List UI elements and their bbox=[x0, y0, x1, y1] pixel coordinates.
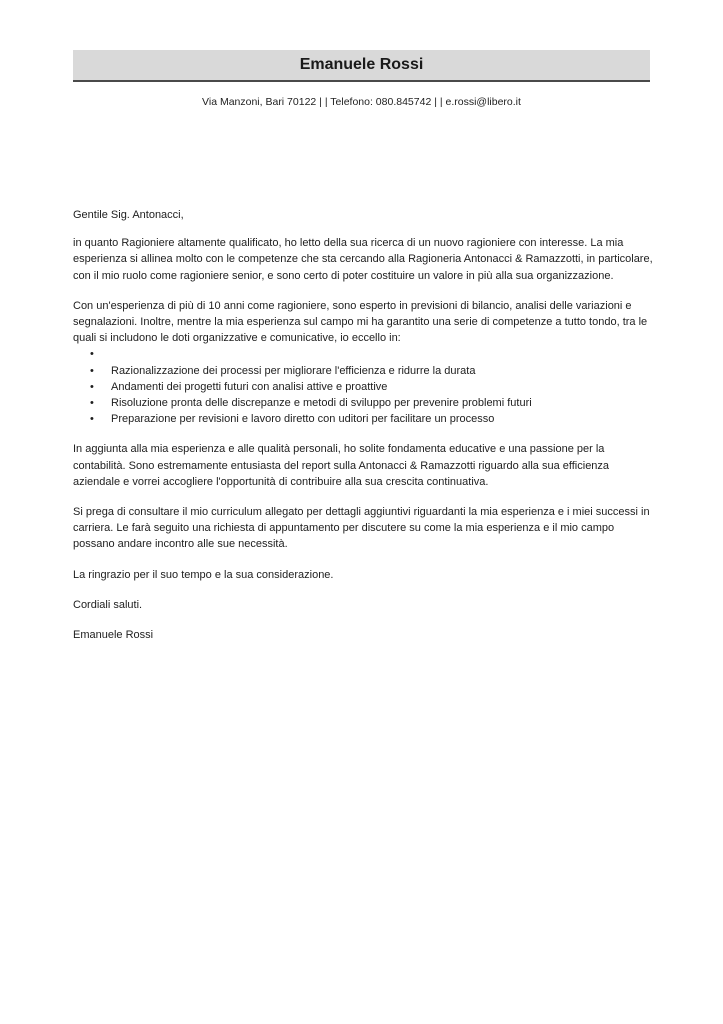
paragraph-qualities: In aggiunta alla mia esperienza e alle qualità personali, ho solite fondamenta educative e una passione per la contabilità. Sono estremamente entusiasta del report sulla Antonacci & Ramazzotti riguardo alla sua efficienza aziendale e vorrei accogliere l'opportunità di contribuire alla sua crescita continuativa. bbox=[73, 443, 610, 488]
greeting: Gentile Sig. Antonacci, bbox=[73, 209, 184, 221]
paragraph-thanks: La ringrazio per il suo tempo e la sua considerazione. bbox=[73, 568, 334, 581]
list-item-text: Preparazione per revisioni e lavoro diretto con uditori per facilitare un processo bbox=[111, 413, 495, 426]
closing: Cordiali saluti. bbox=[73, 598, 143, 611]
letter-body bbox=[73, 207, 653, 657]
list-item bbox=[73, 411, 653, 427]
list-item bbox=[73, 346, 653, 362]
bullet-icon: • bbox=[90, 397, 94, 410]
contact-info: Via Manzoni, Bari 70122 | | Telefono: 080.845742 | | e.rossi@libero.it bbox=[202, 96, 521, 108]
sender-name: Emanuele Rossi bbox=[299, 56, 424, 73]
paragraph-intro: in quanto Ragioniere altamente qualificato, ho letto della sua ricerca di un nuovo ragioniere con interesse. La mia esperienza si allinea molto con le competenze che sta cercando alla Ragioneria Antonacci & Ramazzotti, in particolare, con il mio ruolo come ragioniere senior, e sono certo di poter costituire un valore in più alla sua organizzazione. bbox=[73, 237, 653, 282]
list-item-text: Andamenti dei progetti futuri con analisi attive e proattive bbox=[111, 380, 388, 393]
name-header-bar bbox=[73, 50, 650, 82]
bullet-icon: • bbox=[90, 364, 94, 377]
bullet-icon: • bbox=[90, 413, 94, 426]
signature: Emanuele Rossi bbox=[73, 629, 154, 642]
list-item bbox=[73, 395, 653, 411]
skills-list bbox=[73, 346, 653, 427]
bullet-icon: • bbox=[90, 380, 94, 393]
list-item bbox=[73, 363, 653, 379]
paragraph-curriculum: Si prega di consultare il mio curriculum allegato per dettagli aggiuntivi riguardanti la mia esperienza e i miei successi in carriera. Le farà seguito una richiesta di appuntamento per discutere su come la mia esperienza e il mio campo possano andare incontro alle sue necessità. bbox=[73, 506, 650, 551]
list-item-text: Razionalizzazione dei processi per migliorare l'efficienza e ridurre la durata bbox=[111, 364, 476, 377]
paragraph-experience: Con un'esperienza di più di 10 anni come ragioniere, sono esperto in previsioni di bilancio, analisi delle variazioni e segnalazioni. Inoltre, mentre la mia esperienza sul campo mi ha garantito una serie di competenze a tutto tondo, tra le quali si includono le doti organizzative e comunicative, io eccello in: bbox=[73, 299, 648, 345]
list-item bbox=[73, 379, 653, 395]
list-item-text: Risoluzione pronta delle discrepanze e metodi di sviluppo per prevenire problemi futuri bbox=[111, 397, 532, 410]
bullet-icon: • bbox=[90, 348, 94, 361]
